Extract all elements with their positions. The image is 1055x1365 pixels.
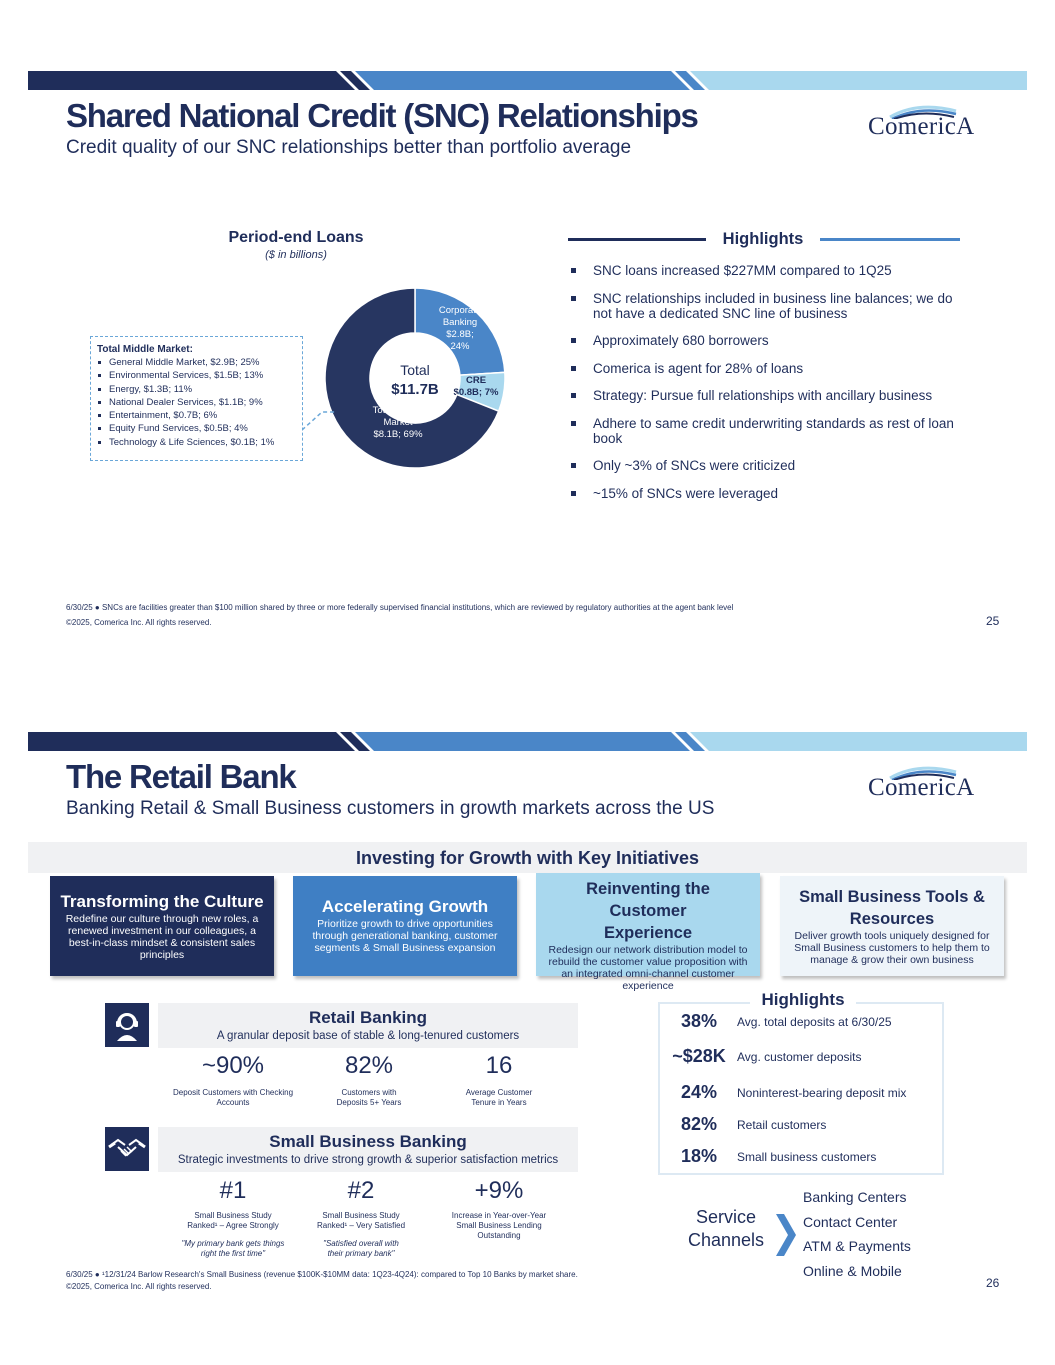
list-item: General Middle Market, $2.9B; 25% — [97, 356, 302, 369]
list-item: Technology & Life Sciences, $0.1B; 1% — [97, 436, 302, 449]
stat-label: Small Business Study Ranked¹ – Very Satisfied — [316, 1211, 406, 1230]
highlight-row — [665, 1011, 892, 1032]
slice-label: Total Middle — [372, 405, 424, 416]
comerica-logo — [866, 764, 976, 800]
slice-label: Corporate — [438, 305, 482, 316]
initiative-desc: Redesign our network distribution model to rebuild the customer value proposition with an integrated omni-channel customer experience — [548, 944, 748, 992]
channel-item: Contact Center — [803, 1213, 898, 1230]
footnote: 6/30/25 ● SNCs are facilities greater than $100 million shared by three or more federally supervised financial institutions, which are reviewed by regulatory authorities at the agent bank level — [66, 603, 734, 612]
highlight-label: Avg. total deposits at 6/30/25 — [737, 1014, 892, 1029]
stat-label: Small Business Study Ranked¹ – Agree Strongly — [187, 1211, 279, 1230]
donut-chart — [320, 283, 510, 473]
highlight-label: Avg. customer deposits — [737, 1049, 862, 1064]
section-subtitle: A granular deposit base of stable & long-tenured customers — [216, 1030, 520, 1042]
stat-value: 16 — [485, 1052, 513, 1079]
callout-connector — [302, 400, 342, 440]
header-stripe — [28, 71, 1027, 90]
page-subtitle: Banking Retail & Small Business customers in growth markets across the US — [66, 798, 715, 819]
stat-value: ~90% — [201, 1052, 265, 1079]
initiative-desc: Deliver growth tools uniquely designed for Small Business customers to help them to manage & grow their own business — [794, 930, 990, 966]
section-subtitle: Strategic investments to drive strong growth & superior satisfaction metrics — [177, 1154, 559, 1166]
highlight-value: 18% — [680, 1146, 718, 1166]
small-business-header — [158, 1127, 578, 1172]
header-stripe — [28, 732, 1027, 751]
initiatives-banner: Investing for Growth with Key Initiatives — [28, 842, 1027, 873]
handshake-icon — [105, 1127, 149, 1171]
slice-label: $2.8B; — [446, 329, 474, 340]
highlight-label: Retail customers — [737, 1117, 827, 1132]
slice-label: 24% — [450, 341, 470, 352]
slice-label: $0.8B; 7% — [453, 387, 499, 398]
logo-wordmark: ComericA — [868, 774, 975, 801]
initiative-title: Small Business Tools & Resources — [799, 888, 985, 928]
highlight-item: Comerica is agent for 28% of loans — [568, 361, 958, 376]
highlight-item: Strategy: Pursue full relationships with ancillary business — [568, 388, 958, 403]
stat-value: #2 — [347, 1177, 375, 1204]
initiative-card — [536, 873, 760, 992]
channel-item: ATM & Payments — [803, 1238, 911, 1254]
service-channels-list — [803, 1185, 911, 1283]
small-business-stat — [438, 1177, 560, 1241]
chart-subtitle: ($ in billions) — [265, 249, 327, 261]
stat-quote: "My primary bank gets things right the first time" — [181, 1239, 285, 1258]
stat-label: Increase in Year-over-Year Small Business Lending Outstanding — [451, 1211, 547, 1240]
initiative-desc: Prioritize growth to drive opportunities through generational banking, customer segments & Small Business expansion — [312, 918, 498, 954]
middle-market-box — [90, 336, 303, 461]
section-title: Small Business Banking — [269, 1132, 467, 1151]
copyright: ©2025, Comerica Inc. All rights reserved. — [66, 1282, 212, 1291]
stat-label: Average Customer Tenure in Years — [465, 1088, 533, 1107]
initiative-card — [293, 876, 517, 976]
initiative-card — [780, 876, 1004, 976]
page-subtitle: Credit quality of our SNC relationships better than portfolio average — [66, 137, 632, 158]
chart-title: Period-end Loans — [228, 229, 364, 246]
slice-label: Market — [383, 417, 413, 428]
highlights-title: Highlights — [750, 990, 856, 1010]
highlight-row — [665, 1046, 862, 1067]
comerica-logo — [866, 103, 976, 139]
page-title: The Retail Bank — [66, 758, 296, 795]
slice-label: CRE — [465, 375, 487, 386]
highlight-item: Approximately 680 borrowers — [568, 333, 958, 348]
donut-center-label: $11.7B — [391, 381, 439, 398]
list-item: Environmental Services, $1.5B; 13% — [97, 369, 302, 382]
stat-label: Deposit Customers with Checking Accounts — [172, 1088, 294, 1107]
middle-market-list — [97, 356, 302, 449]
highlight-row — [665, 1082, 906, 1103]
copyright: ©2025, Comerica Inc. All rights reserved. — [66, 618, 212, 627]
donut-center-label: Total — [400, 362, 430, 378]
highlight-row — [665, 1146, 876, 1167]
stat-label: Customers with Deposits 5+ Years — [336, 1088, 402, 1107]
highlight-value: 82% — [680, 1114, 718, 1134]
highlight-label: Noninterest-bearing deposit mix — [737, 1085, 907, 1100]
highlight-row — [665, 1114, 826, 1135]
highlight-value: 24% — [680, 1082, 718, 1102]
slice-label: Banking — [442, 317, 478, 328]
highlight-label: Small business customers — [737, 1149, 877, 1164]
retail-stat — [438, 1052, 560, 1108]
highlight-value: ~$28K — [672, 1046, 726, 1066]
page-title: Shared National Credit (SNC) Relationships — [66, 97, 698, 134]
initiative-desc: Redefine our culture through new roles, a renewed investment in our colleagues, a best-in-class mindset & consistent sales principles — [65, 913, 259, 961]
page-number: 26 — [986, 1276, 1000, 1290]
stat-value: #1 — [219, 1177, 247, 1204]
stat-value: 82% — [344, 1052, 394, 1079]
highlight-item: ~15% of SNCs were leveraged — [568, 486, 958, 501]
initiative-title: Accelerating Growth — [321, 897, 489, 916]
middle-market-heading: Total Middle Market: — [97, 344, 193, 355]
stat-value: +9% — [474, 1177, 524, 1204]
headset-icon — [105, 1003, 149, 1047]
channel-item: Online & Mobile — [803, 1262, 902, 1279]
stat-quote: "Satisfied overall with their primary bank" — [323, 1239, 399, 1258]
page-number: 25 — [986, 614, 1000, 628]
list-item: National Dealer Services, $1.1B; 9% — [97, 396, 302, 409]
highlight-item: SNC relationships included in business line balances; we do not have a dedicated SNC line of business — [568, 291, 958, 321]
list-item: Entertainment, $0.7B; 6% — [97, 409, 302, 422]
highlights-title: Highlights — [722, 230, 804, 248]
section-title: Retail Banking — [308, 1008, 428, 1027]
highlight-value: 38% — [680, 1011, 718, 1031]
retail-banking-header — [158, 1003, 578, 1048]
retail-stat — [172, 1052, 294, 1108]
highlight-item: Adhere to same credit underwriting standards as rest of loan book — [568, 416, 958, 446]
initiative-card — [50, 876, 274, 976]
small-business-stat — [300, 1177, 422, 1259]
chevron-right-icon — [776, 1214, 796, 1256]
initiative-title: Transforming the Culture — [60, 892, 264, 911]
slice-label: $8.1B; 69% — [373, 429, 423, 440]
channel-item: Banking Centers — [803, 1189, 907, 1205]
list-item: Energy, $1.3B; 11% — [97, 383, 302, 396]
list-item: Equity Fund Services, $0.5B; 4% — [97, 422, 302, 435]
footnote: 6/30/25 ● ¹12/31/24 Barlow Research's Small Business (revenue $100K-$10MM data: 1Q23-4Q24): compared to Top 10 Banks by market share. — [66, 1270, 578, 1279]
initiative-title: Reinventing the Customer Experience — [586, 880, 710, 942]
highlight-item: Only ~3% of SNCs were criticized — [568, 458, 958, 473]
service-channels-label: Service Channels — [687, 1207, 765, 1250]
small-business-stat — [172, 1177, 294, 1259]
retail-stat — [308, 1052, 430, 1108]
logo-wordmark: ComericA — [868, 113, 975, 140]
highlight-item: SNC loans increased $227MM compared to 1Q25 — [568, 263, 958, 278]
highlights-list — [568, 263, 958, 513]
